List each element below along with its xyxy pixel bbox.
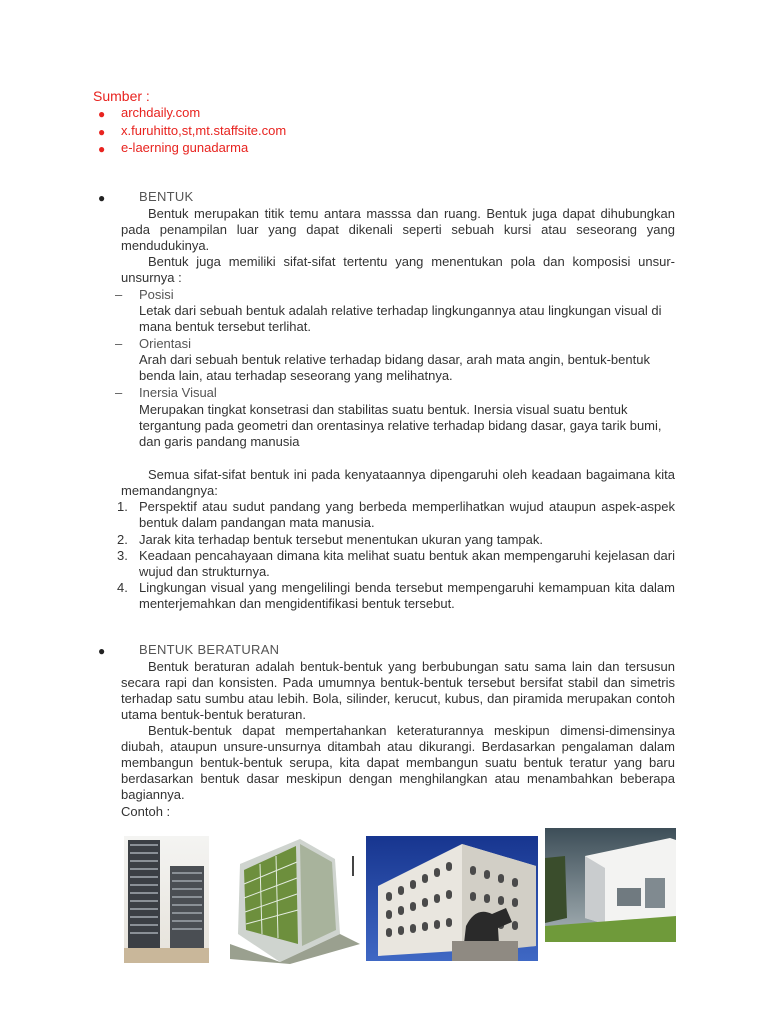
source-link[interactable]: x.furuhitto,st,mt.staffsite.com: [121, 123, 287, 138]
list-item: Perspektif atau sudut pandang yang berbeda memperlihatkan wujud ataupun aspek-aspek bentuk dalam pandangan mata manusia.: [139, 499, 675, 530]
dash-icon: –: [115, 336, 123, 351]
list-number: 2.: [117, 532, 128, 547]
source-link[interactable]: e-laerning gunadarma: [121, 140, 249, 155]
property-text: Merupakan tingkat konsetrasi dan stabilitas suatu bentuk. Inersia visual suatu bentuk tergantung pada geometri dan orentasinya relative terhadap bidang dasar, gaya tarik bumi, dan garis pandang manusia: [139, 402, 662, 449]
dash-icon: –: [115, 287, 123, 302]
property-heading: Orientasi: [139, 336, 192, 351]
list-item: Keadaan pencahayaan dimana kita melihat suatu bentuk akan mempengaruhi kejelasan dari wujud dan strukturnya.: [139, 548, 675, 579]
property-text: Arah dari sebuah bentuk relative terhadap bidang dasar, arah mata angin, bentuk-bentuk benda lain, atau terhadap seseorang yang melihatnya.: [139, 352, 650, 383]
list-item: Jarak kita terhadap bentuk tersebut menentukan ukuran yang tampak.: [139, 532, 543, 547]
list-item: Lingkungan visual yang mengelilingi benda tersebut mempengaruhi kemampuan kita dalam menterjemahkan dan mengidentifikasi bentuk tersebut.: [139, 580, 675, 611]
bullet-icon: ●: [98, 125, 106, 139]
property-heading: Posisi: [139, 287, 174, 302]
paragraph: Bentuk beraturan adalah bentuk-bentuk yang berbubungan satu sama lain dan tersusun secara rapi dan konsisten. Pada umumnya bentuk-bentuk tersebut bersifat stabil dan simetris terhadap satu sumbu atau lebih. Bola, silinder, kerucut, kubus, dan piramida merupakan contoh utama bentuk-bentuk beraturan.: [121, 659, 675, 722]
bullet-icon: ●: [98, 107, 106, 121]
photo-twin-towers: [124, 836, 209, 963]
bullet-icon: ●: [98, 191, 106, 205]
sources-title: Sumber :: [93, 88, 150, 104]
photo-green-facade: [230, 834, 360, 964]
bullet-icon: ●: [98, 142, 106, 156]
bullet-icon: ●: [98, 644, 106, 658]
paragraph: Bentuk juga memiliki sifat-sifat tertentu yang menentukan pola dan komposisi unsur-unsurnya :: [121, 254, 675, 285]
paragraph: Bentuk merupakan titik temu antara masssa dan ruang. Bentuk juga dapat dihubungkan pada penampilan luar yang dapat dikenali seperti sebuah kursi atau seseorang yang mendudukinya.: [121, 206, 675, 253]
list-number: 3.: [117, 548, 128, 563]
property-text: Letak dari sebuah bentuk adalah relative terhadap lingkungannya atau lingkungan visual di mana bentuk tersebut terlihat.: [139, 303, 662, 334]
example-label: Contoh :: [121, 804, 171, 819]
list-number: 1.: [117, 499, 128, 514]
photo-white-cubic-house: [545, 828, 676, 942]
dash-icon: –: [115, 385, 123, 400]
photo-arched-building: [366, 836, 538, 961]
paragraph: Bentuk-bentuk dapat mempertahankan keteraturannya meskipun dimensi-dimensinya diubah, ataupun unsure-unsurnya ditambah atau dikurangi. Berdasarkan pengalaman dalam membangun bentuk-bentuk serupa, kita dapat membangun suatu bentuk teratur yang baru berdasarkan bentuk dasar meskipun dengan menghilangkan atau menambahkan beberapa bagiannya.: [121, 723, 675, 802]
section-heading-bentuk: BENTUK: [139, 189, 194, 204]
paragraph: Semua sifat-sifat bentuk ini pada kenyataannya dipengaruhi oleh keadaan bagaimana kita memandangnya:: [121, 467, 675, 498]
source-link[interactable]: archdaily.com: [121, 105, 201, 120]
section-heading-beraturan: BENTUK BERATURAN: [139, 642, 280, 657]
property-heading: Inersia Visual: [139, 385, 217, 400]
list-number: 4.: [117, 580, 128, 595]
